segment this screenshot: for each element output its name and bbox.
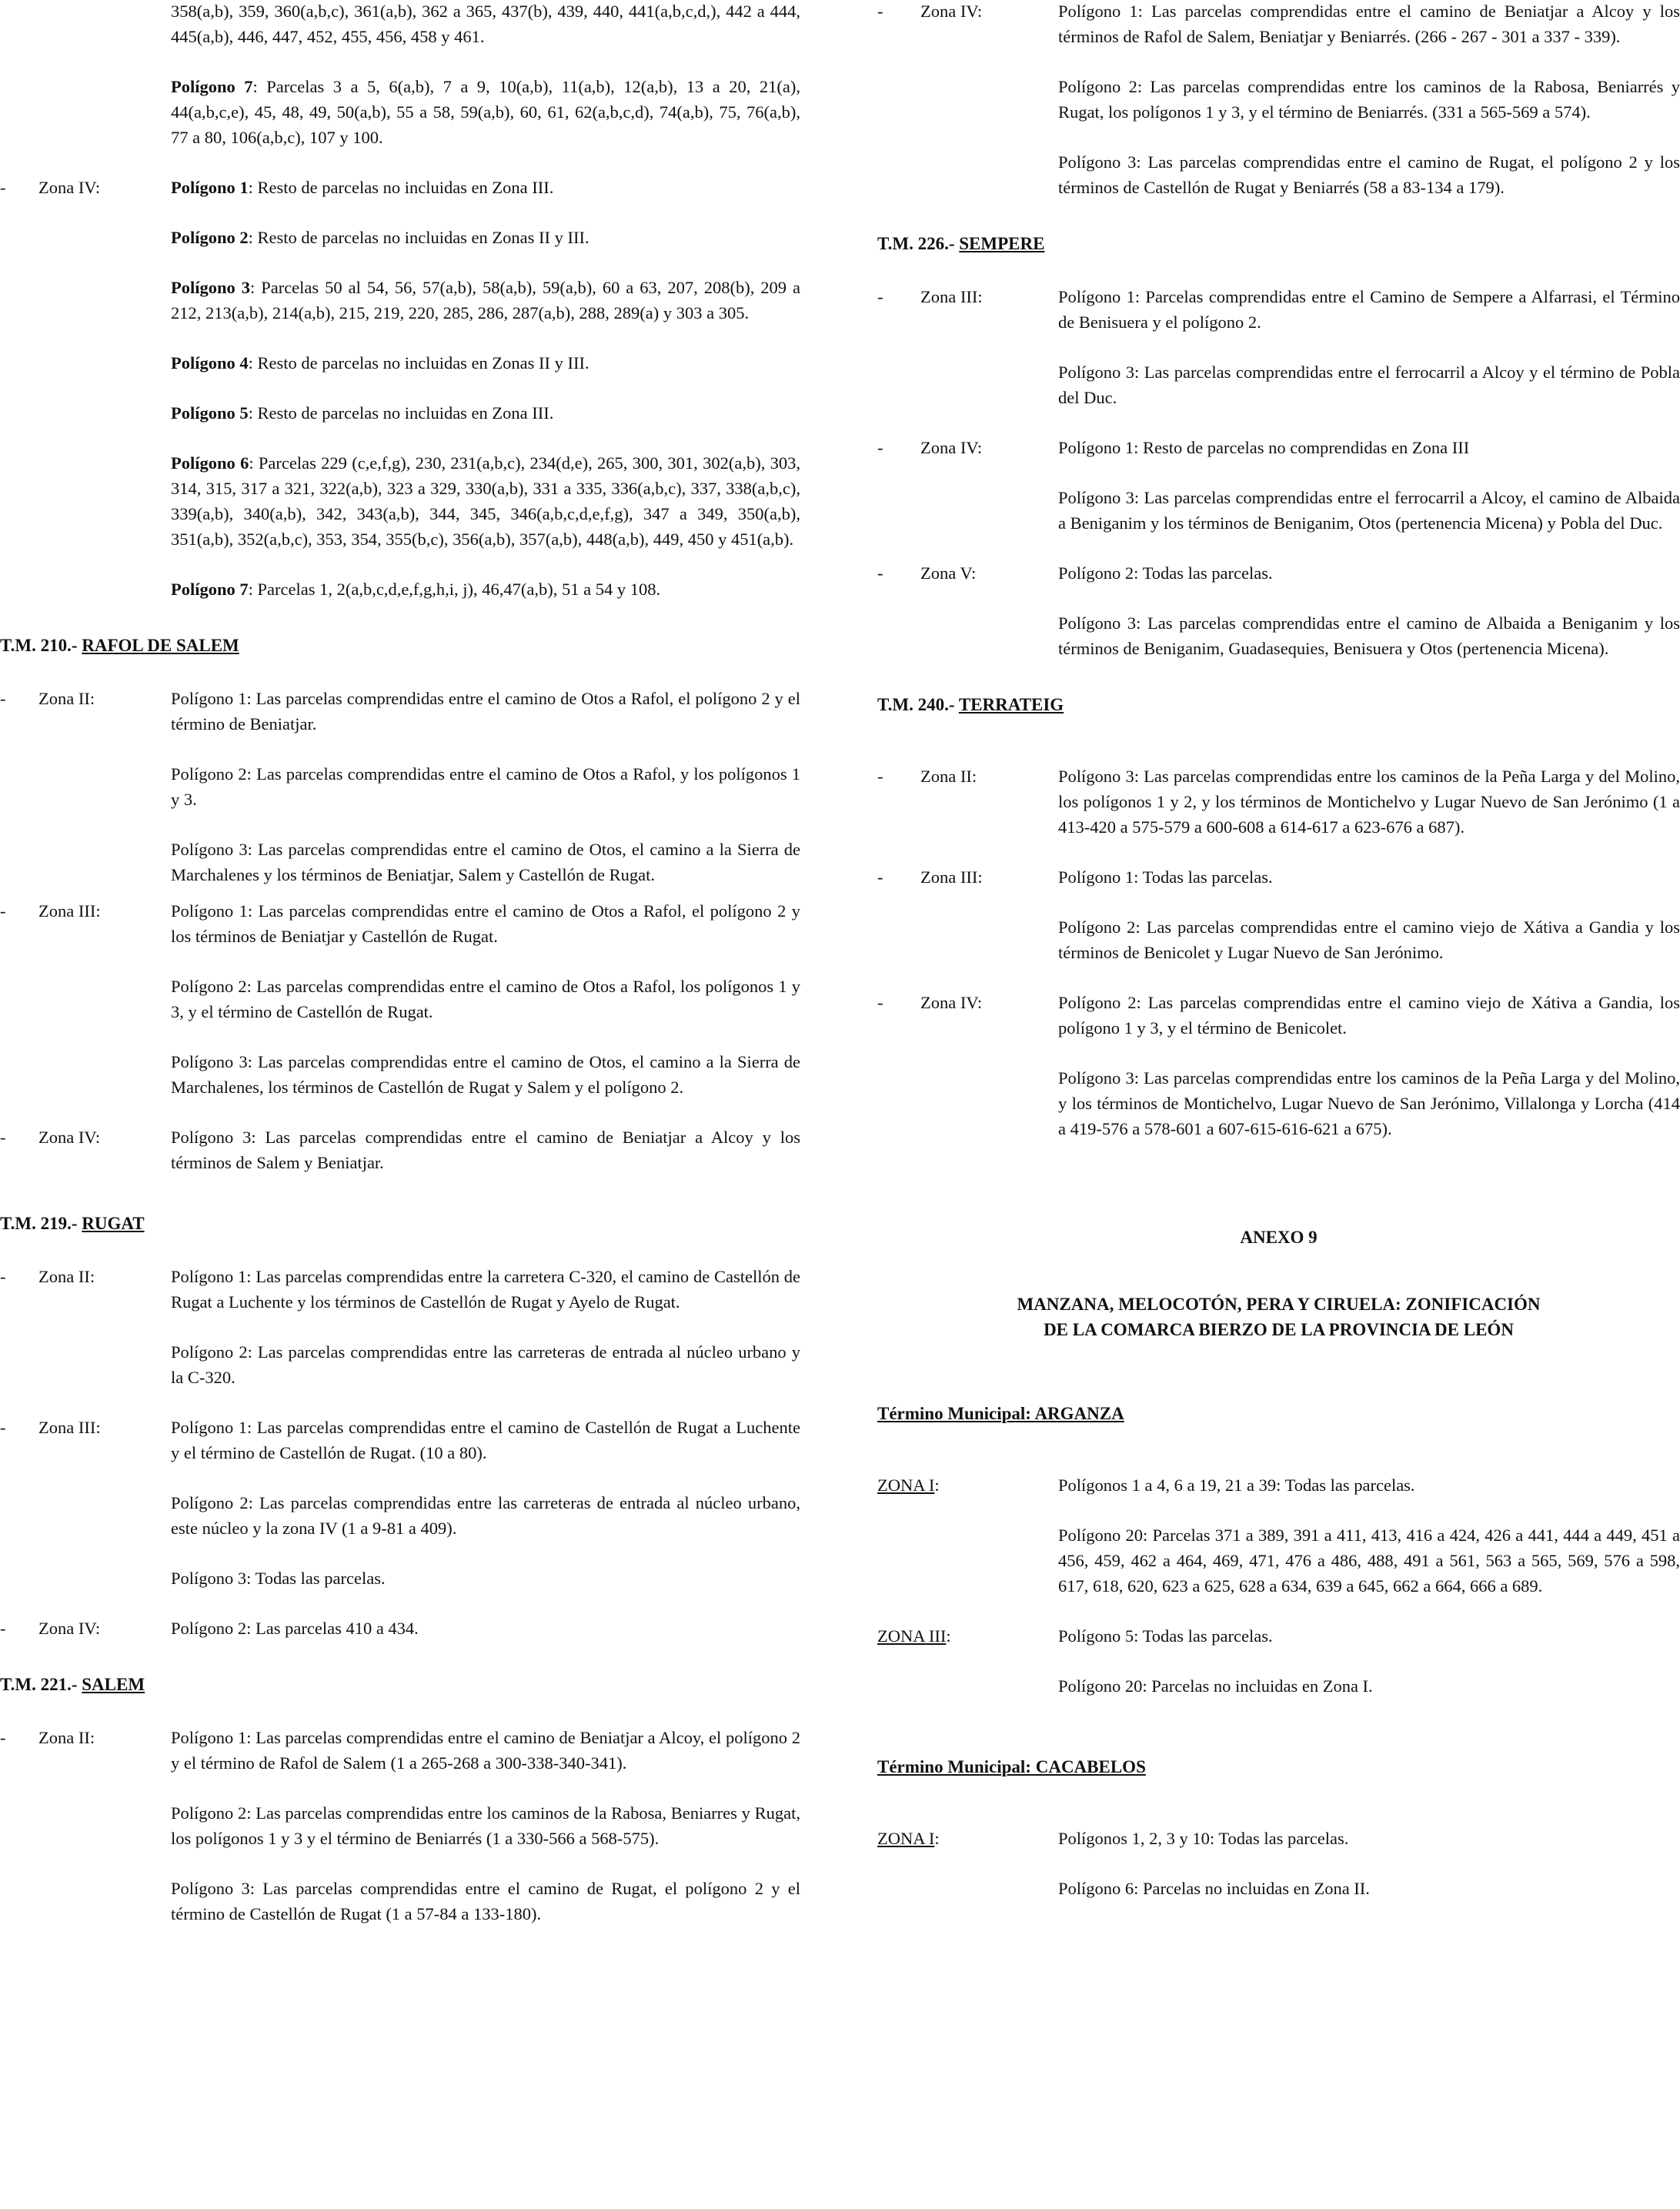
rugat-zone-iv: - Zona IV: Polígono 2: Las parcelas 410 a 434.	[0, 1619, 419, 1638]
rugat-zone-iii: - Zona III: Polígono 1: Las parcelas comprendidas entre el camino de Castellón de Rugat a Luchente y el término de Castellón de Rugat. (10 a 80).	[0, 1418, 800, 1462]
cacabelos-heading: Término Municipal: CACABELOS	[877, 1757, 1146, 1776]
terrateig-zone-iv: - Zona IV: Polígono 2: Las parcelas comprendidas entre el camino viejo de Xátiva a Gandia, los polígono 1 y 3, y el término de Benicolet.	[877, 993, 1680, 1038]
terrateig-zone-iv-p3: Polígono 3: Las parcelas comprendidas entre los caminos de la Peña Larga y del Molino, y los términos de Montichelvo, Lugar Nuevo de San Jerónimo, Villalonga y Lorcha (414 a 419-576 a 578-601 a 607-615-616-621 a 675).	[1058, 1068, 1680, 1138]
sempere-zone-iii-p3: Polígono 3: Las parcelas comprendidas entre el ferrocarril a Alcoy y el término de Pobla del Duc.	[1058, 363, 1680, 407]
terrateig-zone-iii: - Zona III: Polígono 1: Todas las parcelas.	[877, 867, 1273, 887]
terrateig-zone-iii-p2: Polígono 2: Las parcelas comprendidas entre el camino viejo de Xátiva a Gandia y los términos de Benicolet y Lugar Nuevo de San Jerónimo.	[1058, 917, 1680, 962]
arganza-zona-i: ZONA I: Polígonos 1 a 4, 6 a 19, 21 a 39: Todas las parcelas.	[877, 1475, 1415, 1495]
sempere-zone-v-p3: Polígono 3: Las parcelas comprendidas entre el camino de Albaida a Beniganim y los términos de Beniganim, Guadasequies, Benisuera y Otos (pertenencia Micena).	[1058, 613, 1680, 658]
arganza-zona-iii: ZONA III: Polígono 5: Todas las parcelas.	[877, 1626, 1273, 1646]
zone-iv-p6: Polígono 6: Parcelas 229 (c,e,f,g), 230, 231(a,b,c), 234(d,e), 265, 300, 301, 302(a,b), 303, 314, 315, 317 a 321, 322(a,b), 323 a 329, 330(a,b), 331 a 335, 336(a,b,c), 337, 338(a,b,c), 339(a,b), 340(a,b), 342, 343(a,b), 344, 345, 346(a,b,c,d,e,f,g), 347 a 349, 350(a,b), 351(a,b), 352(a,b,c), 353, 354, 355(b,c), 356(a,b), 357(a,b), 448(a,b), 449, 450 y 451(a,b).	[171, 453, 800, 549]
rafol-zone-iv: - Zona IV: Polígono 3: Las parcelas comprendidas entre el camino de Beniatjar a Alcoy y los términos de Salem y Beniatjar.	[0, 1128, 800, 1172]
salem-zone-ii-p3: Polígono 3: Las parcelas comprendidas entre el camino de Rugat, el polígono 2 y el término de Castellón de Rugat (1 a 57-84 a 133-180).	[171, 1879, 800, 1923]
salem-zone-ii: - Zona II: Polígono 1: Las parcelas comprendidas entre el camino de Beniatjar a Alcoy, el polígono 2 y el término de Rafol de Salem (1 a 265-268 a 300-338-340-341).	[0, 1728, 800, 1773]
zone-iv-p5: Polígono 5: Resto de parcelas no incluidas en Zona III.	[171, 403, 554, 423]
rafol-zone-ii: - Zona II: Polígono 1: Las parcelas comprendidas entre el camino de Otos a Rafol, el polígono 2 y el término de Beniatjar.	[0, 689, 800, 734]
rugat-zone-ii: - Zona II: Polígono 1: Las parcelas comprendidas entre la carretera C-320, el camino de Castellón de Rugat a Luchente y los términos de Castellón de Rugat y Ayelo de Rugat.	[0, 1267, 800, 1312]
cacabelos-zona-i-p6: Polígono 6: Parcelas no incluidas en Zona II.	[1058, 1879, 1370, 1898]
rafol-zone-iii-p2: Polígono 2: Las parcelas comprendidas entre el camino de Otos a Rafol, los polígonos 1 y 3, y el término de Castellón de Rugat.	[171, 977, 800, 1021]
salem-zone-iv-p3: Polígono 3: Las parcelas comprendidas entre el camino de Rugat, el polígono 2 y los términos de Castellón de Rugat y Beniarrés (58 a 83-134 a 179).	[1058, 152, 1680, 197]
zone-label: Zona IV:	[38, 178, 101, 197]
cacabelos-zona-i: ZONA I: Polígonos 1, 2, 3 y 10: Todas las parcelas.	[877, 1829, 1349, 1848]
salem-zone-ii-p2: Polígono 2: Las parcelas comprendidas entre los caminos de la Rabosa, Beniarres y Rugat, los polígonos 1 y 3 y el término de Beniarrés (1 a 330-566 a 568-575).	[171, 1803, 800, 1848]
tm-221-heading: T.M. 221.- SALEM	[0, 1675, 145, 1694]
right-column	[877, 0, 1680, 1926]
zone-iv-entry: - Zona IV: Polígono 1: Resto de parcelas no incluidas en Zona III.	[0, 175, 800, 200]
sempere-zone-iv-p3: Polígono 3: Las parcelas comprendidas entre el ferrocarril a Alcoy, el camino de Albaida a Beniganim y los términos de Beniganim, Otos (pertenencia Micena) y Pobla del Duc.	[1058, 488, 1680, 533]
terrateig-zone-ii: - Zona II: Polígono 3: Las parcelas comprendidas entre los caminos de la Peña Larga y del Molino, los polígonos 1 y 2, y los términos de Montichelvo y Lugar Nuevo de San Jerónimo (1 a 413-420 a 575-579 a 600-608 a 614-617 a 623-676 a 687).	[877, 767, 1680, 837]
tm-226-heading: T.M. 226.- SEMPERE	[877, 234, 1045, 253]
zone-iv-p7: Polígono 7: Parcelas 1, 2(a,b,c,d,e,f,g,h,i, j), 46,47(a,b), 51 a 54 y 108.	[171, 580, 661, 599]
rafol-zone-ii-p2: Polígono 2: Las parcelas comprendidas entre el camino de Otos a Rafol, y los polígonos 1 y 3.	[171, 764, 800, 809]
tm-219-heading: T.M. 219.- RUGAT	[0, 1214, 145, 1233]
intro-paragraph: 358(a,b), 359, 360(a,b,c), 361(a,b), 362 a 365, 437(b), 439, 440, 441(a,b,c,d,), 442 a 444, 445(a,b), 446, 447, 452, 455, 456, 458 y 461.	[171, 2, 800, 46]
arganza-zona-iii-p20: Polígono 20: Parcelas no incluidas en Zona I.	[1058, 1676, 1373, 1696]
rafol-zone-ii-p3: Polígono 3: Las parcelas comprendidas entre el camino de Otos, el camino a la Sierra de Marchalenes y los términos de Beniatjar, Salem y Castellón de Rugat.	[171, 840, 800, 884]
rafol-zone-iii-p3: Polígono 3: Las parcelas comprendidas entre el camino de Otos, el camino a la Sierra de Marchalenes, los términos de Castellón de Rugat y Salem y el polígono 2.	[171, 1052, 800, 1097]
sempere-zone-iv: - Zona IV: Polígono 1: Resto de parcelas no comprendidas en Zona III	[877, 438, 1470, 457]
zone-iv-p2: Polígono 2: Resto de parcelas no incluidas en Zonas II y III.	[171, 228, 590, 247]
tm-210-heading: T.M. 210.- RAFOL DE SALEM	[0, 636, 239, 655]
tm-240-heading: T.M. 240.- TERRATEIG	[877, 695, 1064, 714]
rugat-zone-ii-p2: Polígono 2: Las parcelas comprendidas entre las carreteras de entrada al núcleo urbano y la C-320.	[171, 1342, 800, 1387]
anexo-title: MANZANA, MELOCOTÓN, PERA Y CIRUELA: ZONIFICACIÓN DE LA COMARCA BIERZO DE LA PROVINCIA DE LEÓN	[1017, 1295, 1541, 1339]
sempere-zone-v: - Zona V: Polígono 2: Todas las parcelas.	[877, 563, 1273, 583]
rafol-zone-iii: - Zona III: Polígono 1: Las parcelas comprendidas entre el camino de Otos a Rafol, el polígono 2 y los términos de Beniatjar y Castellón de Rugat.	[0, 901, 800, 946]
left-column	[0, 0, 800, 1951]
salem-zone-iv-p2: Polígono 2: Las parcelas comprendidas entre los caminos de la Rabosa, Beniarrés y Rugat, los polígonos 1 y 3, y el término de Beniarrés. (331 a 565-569 a 574).	[1058, 77, 1680, 122]
anexo-heading: ANEXO 9	[1240, 1228, 1318, 1247]
zone-iv-p4: Polígono 4: Resto de parcelas no incluidas en Zonas II y III.	[171, 353, 590, 373]
poligono-7-paragraph: Polígono 7: Parcelas 3 a 5, 6(a,b), 7 a 9, 10(a,b), 11(a,b), 12(a,b), 13 a 20, 21(a), 44(a,b,c,e), 45, 48, 49, 50(a,b), 55 a 58, 59(a,b), 60, 61, 62(a,b,c,d), 74(a,b), 75, 76(a,b), 77 a 80, 106(a,b,c), 107 y 100.	[171, 77, 800, 147]
zone-iv-p3: Polígono 3: Parcelas 50 al 54, 56, 57(a,b), 58(a,b), 59(a,b), 60 a 63, 207, 208(b), 209 a 212, 213(a,b), 214(a,b), 215, 219, 220, 285, 286, 287(a,b), 288, 289(a) y 303 a 305.	[171, 278, 800, 322]
salem-zone-iv: - Zona IV: Polígono 1: Las parcelas comprendidas entre el camino de Beniatjar a Alcoy y los términos de Rafol de Salem, Beniatjar y Beniarrés. (266 - 267 - 301 a 337 - 339).	[877, 2, 1680, 46]
rugat-zone-iii-p2: Polígono 2: Las parcelas comprendidas entre las carreteras de entrada al núcleo urbano, este núcleo y la zona IV (1 a 9-81 a 409).	[171, 1493, 800, 1538]
rugat-zone-iii-p3: Polígono 3: Todas las parcelas.	[171, 1569, 386, 1588]
poligono-label: Polígono 7	[171, 77, 253, 96]
sempere-zone-iii: - Zona III: Polígono 1: Parcelas comprendidas entre el Camino de Sempere a Alfarrasi, el Término de Benisuera y el polígono 2.	[877, 287, 1680, 332]
arganza-zona-i-p20: Polígono 20: Parcelas 371 a 389, 391 a 411, 413, 416 a 424, 426 a 441, 444 a 449, 451 a 456, 459, 462 a 464, 469, 471, 476 a 486, 488, 491 a 561, 563 a 565, 569, 576 a 598, 617, 618, 620, 623 a 625, 628 a 634, 639 a 645, 662 a 664, 666 a 689.	[1058, 1526, 1680, 1596]
arganza-heading: Término Municipal: ARGANZA	[877, 1404, 1124, 1423]
